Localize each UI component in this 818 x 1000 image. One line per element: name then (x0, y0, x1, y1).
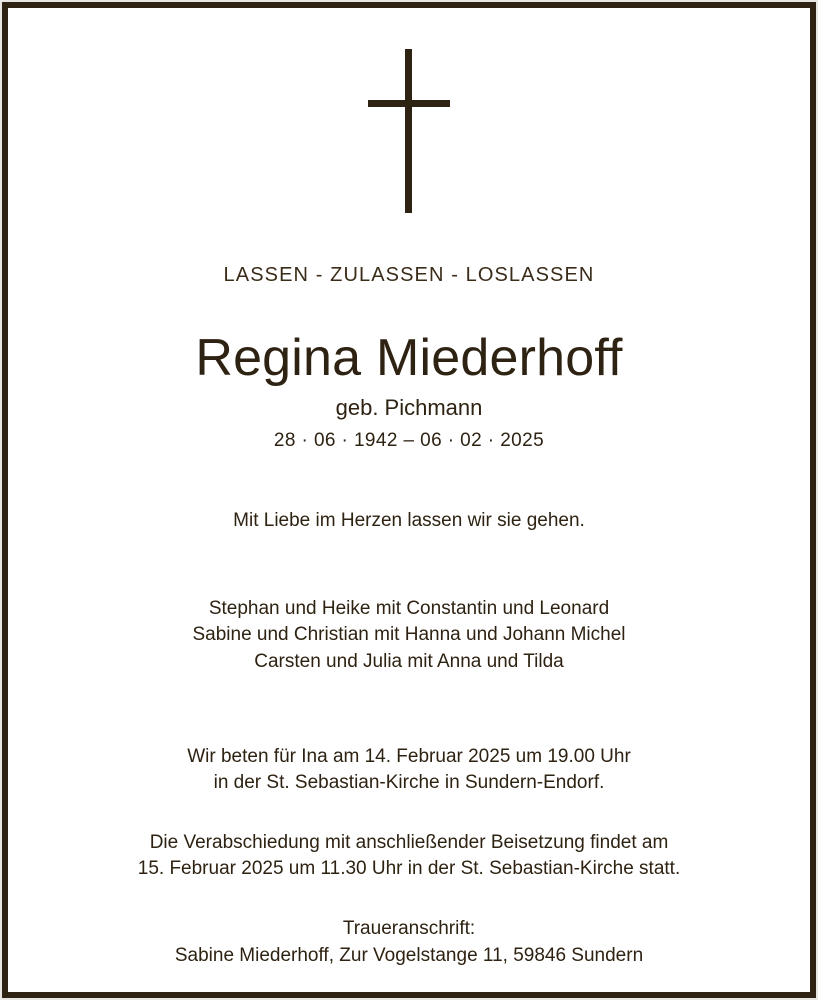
family-list (192, 596, 625, 676)
family-line-1: Stephan und Heike mit Constantin und Leonard (208, 597, 610, 619)
funeral-line-2: 15. Februar 2025 um 11.30 Uhr in der St. Sebastian-Kirche statt. (137, 858, 681, 880)
epitaph-text (233, 508, 585, 534)
memorial-service-details (187, 744, 631, 796)
condolence-address-line-1: Sabine Miederhoff, Zur Vogelstange 11, 59846 Sundern (174, 944, 644, 966)
condolence-address-label: Traueranschrift: (342, 918, 476, 940)
maiden-name: geb. Pichmann (335, 394, 483, 420)
funeral-details (138, 830, 681, 882)
family-line-2: Sabine und Christian mit Hanna und Johann Michel (192, 624, 626, 646)
condolence-address (175, 916, 643, 968)
deceased-name: Regina Miederhoff (195, 329, 623, 387)
decorative-frame-border (2, 2, 816, 998)
life-dates: 28 · 06 · 1942 – 06 · 02 · 2025 (273, 429, 545, 451)
cross-horizontal-bar (368, 100, 450, 107)
epitaph-line-1: Mit Liebe im Herzen lassen wir sie gehen. (233, 509, 585, 531)
service-line-1: Wir beten für Ina am 14. Februar 2025 um 19.00 Uhr (187, 745, 631, 767)
notice-sheet (8, 8, 810, 992)
cross-symbol-container (36, 49, 782, 213)
service-line-2: in der St. Sebastian-Kirche in Sundern-Endorf. (213, 771, 605, 793)
deceased-name-block (36, 331, 782, 452)
funeral-line-1: Die Verabschiedung mit anschließender Beisetzung findet am (149, 832, 669, 854)
cross-vertical-bar (405, 49, 412, 213)
family-line-3: Carsten und Julia mit Anna und Tilda (254, 651, 564, 672)
motto-text: LASSEN - ZULASSEN - LOSLASSEN (223, 264, 595, 286)
christian-cross-icon (364, 49, 454, 213)
